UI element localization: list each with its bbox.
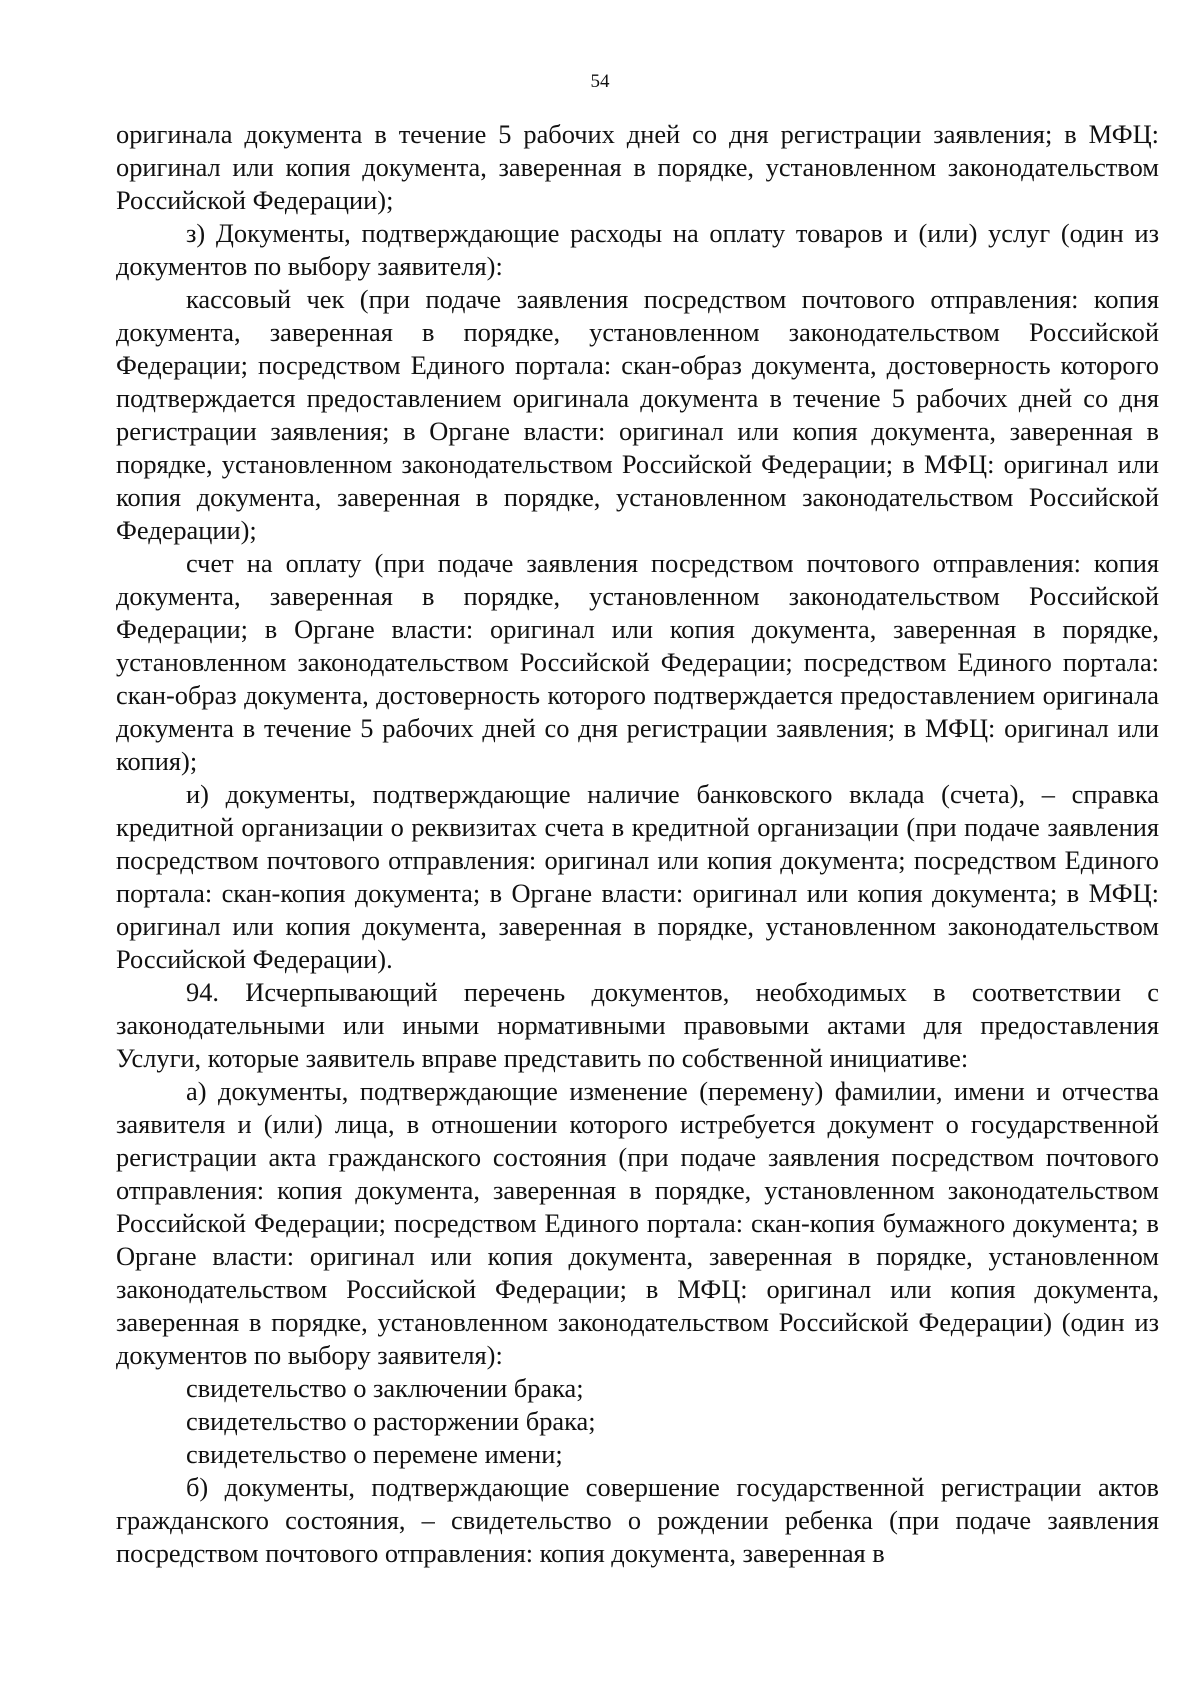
paragraph-item-z: з) Документы, подтверждающие расходы на оплату товаров и (или) услуг (один из документов по выбору заявителя): xyxy=(116,218,1159,281)
list-item-marriage-certificate: свидетельство о заключении брака; xyxy=(186,1373,584,1403)
paragraph-cash-receipt: кассовый чек (при подаче заявления посредством почтового отправления: копия документа, заверенная в порядке, установленном законодательством Российской Федерации; посредством Единого портала: скан-образ документа, достоверность которого подтверждается предоставлением оригинала документа в течение 5 рабочих дней со дня регистрации заявления; в Органе власти: оригинал или копия документа, заверенная в порядке, установленном законодательством Российской Федерации; в МФЦ: оригинал или копия документа, заверенная в порядке, установленном законодательством Российской Федерации); xyxy=(116,284,1159,545)
paragraph-item-a: а) документы, подтверждающие изменение (перемену) фамилии, имени и отчества заявителя и (или) лица, в отношении которого истребуется документ о государственной регистрации акта гражданского состояния (при подаче заявления посредством почтового отправления: копия документа, заверенная в порядке, установленном законодательством Российской Федерации; посредством Единого портала: скан-копия бумажного документа; в Органе власти: оригинал или копия документа, заверенная в порядке, установленном законодательством Российской Федерации; в МФЦ: оригинал или копия документа, заверенная в порядке, установленном законодательством Российской Федерации) (один из документов по выбору заявителя): xyxy=(116,1076,1159,1370)
list-item-name-change-certificate: свидетельство о перемене имени; xyxy=(186,1439,563,1469)
list-item-divorce-certificate: свидетельство о расторжении брака; xyxy=(186,1406,596,1436)
paragraph-continuation: оригинала документа в течение 5 рабочих дней со дня регистрации заявления; в МФЦ: оригинал или копия документа, заверенная в порядке, установленном законодательством Российской Федерации); xyxy=(116,119,1159,215)
page-number: 54 xyxy=(590,71,610,92)
paragraph-item-i: и) документы, подтверждающие наличие банковского вклада (счета), – справка кредитной организации о реквизитах счета в кредитной организации (при подаче заявления посредством почтового отправления: оригинал или копия документа; посредством Единого портала: скан-копия документа; в Органе власти: оригинал или копия документа; в МФЦ: оригинал или копия документа, заверенная в порядке, установленном законодательством Российской Федерации). xyxy=(116,779,1159,974)
paragraph-item-b: б) документы, подтверждающие совершение государственной регистрации актов гражданского состояния, – свидетельство о рождении ребенка (при подаче заявления посредством почтового отправления: копия документа, заверенная в xyxy=(116,1472,1159,1568)
paragraph-invoice: счет на оплату (при подаче заявления посредством почтового отправления: копия документа, заверенная в порядке, установленном законодательством Российской Федерации; в Органе власти: оригинал или копия документа, заверенная в порядке, установленном законодательством Российской Федерации; посредством Единого портала: скан-образ документа, достоверность которого подтверждается предоставлением оригинала документа в течение 5 рабочих дней со дня регистрации заявления; в МФЦ: оригинал или копия); xyxy=(116,548,1159,776)
paragraph-item-94: 94. Исчерпывающий перечень документов, необходимых в соответствии с законодательными или иными нормативными правовыми актами для предоставления Услуги, которые заявитель вправе представить по собственной инициативе: xyxy=(116,977,1159,1073)
document-body xyxy=(116,118,1159,1570)
